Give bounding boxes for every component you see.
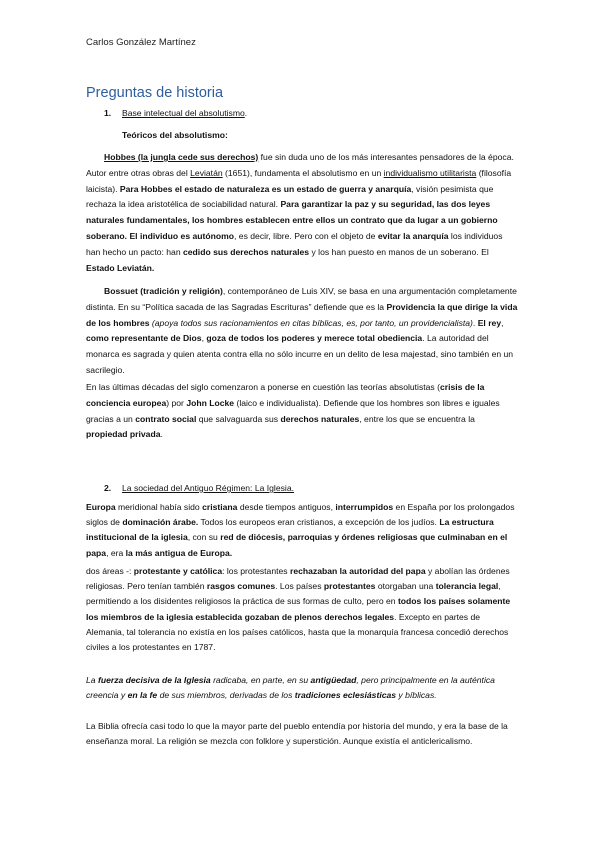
text-run: tradiciones eclesiásticas [294, 690, 397, 701]
hobbes-name: Hobbes (la jungla cede sus derechos) [104, 152, 259, 162]
text-run: red de diócesis, parroquias y órdenes religiosas que culminaban en el papa [86, 532, 508, 558]
text-run: . [160, 429, 163, 440]
text-run: Para garantizar la paz y su seguridad, las dos leyes naturales fundamentales, los hombres establecen entre ellos un contrato que da lugar a un gobierno soberano. El individuo es autónomo [86, 199, 498, 241]
text-run: En las últimas décadas del siglo comenzaron a ponerse en cuestión las teorías absolutistas ( [86, 382, 440, 392]
text-run: en la fe [127, 690, 158, 701]
text-run: El rey [477, 317, 502, 328]
paragraph-dos-areas [86, 564, 518, 655]
text-run: la más antigua de Europa. [125, 547, 233, 558]
bossuet-name: Bossuet (tradición y religión) [104, 286, 223, 296]
section-1-heading [122, 108, 247, 118]
text-run: . La autoridad del monarca es sagrada y quien atenta contra ella no sólo incurre en un delito de lesa majestad, sino también en un sacrilegio. [86, 333, 514, 375]
text-run: , pero principalmente en la auténtica creencia y [86, 675, 495, 701]
section-2-title: La sociedad del Antiguo Régimen: La Iglesia. [122, 483, 294, 493]
text-run: (laico e individualista). Defiende que los hombres son libres e iguales gracias a un [86, 397, 500, 424]
text-run: los individuos han hecho un pacto: han [86, 230, 503, 257]
text-run: Providencia la que dirige la vida de los hombres [86, 301, 518, 328]
text-run: rechazaban la autoridad del papa [289, 566, 426, 576]
text-run: , permitiendo a los disidentes religiosos la práctica de sus formas de culto, pero en [86, 581, 501, 607]
text-run: , es decir, libre. Pero con el objeto de [234, 230, 378, 241]
text-run: rasgos comunes [206, 581, 276, 592]
text-run: dos áreas -: [86, 566, 134, 576]
text-run: todos los países solamente los miembros de la iglesia establecida gozaban de plenos derechos legales [86, 596, 511, 622]
text-run: protestantes [323, 581, 376, 592]
text-run: : los protestantes [222, 566, 290, 576]
text-run: fue sin duda uno de los más interesantes pensadores de la época. Autor entre otras obras del [86, 152, 514, 178]
text-run: Estado Leviatán. [86, 262, 155, 273]
text-run: derechos naturales [280, 413, 360, 424]
text-run: crisis de la conciencia europea [86, 382, 485, 408]
text-run: ) por [166, 397, 187, 408]
text-run: , entre los que se encuentra la [359, 413, 475, 424]
text-run: , era [106, 547, 126, 558]
text-run: Todos los europeos eran cristianos, a excepción de los judíos. [198, 517, 440, 528]
text-run: y los han puesto en manos de un soberano. El [309, 246, 489, 257]
text-run: . Los países [275, 581, 324, 592]
text-run: otorgaban una [375, 581, 436, 592]
leviatan-ref: Leviatán [190, 167, 223, 178]
text-run: , [201, 333, 207, 344]
text-run: desde tiempos antiguos, [237, 502, 336, 512]
section-2-number: 2. [104, 483, 112, 493]
document-title: Preguntas de historia [86, 85, 224, 101]
text-run: cristiana [202, 502, 238, 512]
text-run: . [472, 317, 478, 328]
text-run: individualismo utilitarista [383, 167, 477, 178]
text-run: La Biblia ofrecía casi todo lo que la mayor parte del pueblo entendía por historia del mundo, y era la base de la enseñanza moral. La religión se mezcla con folklore y superstición. Aunque existía el anticlericalismo. [86, 721, 508, 747]
page-header-author: Carlos González Martínez [86, 37, 196, 48]
paragraph-locke [86, 380, 518, 443]
text-run: La estructura institucional de la iglesia [86, 517, 494, 543]
paragraph-bossuet [86, 284, 518, 379]
text-run: Europa [86, 502, 116, 512]
text-run: antigüedad [310, 675, 357, 685]
text-run: evitar la anarquía [377, 230, 449, 241]
text-run: en España por los prolongados siglos de [86, 502, 515, 528]
text-run: fuerza decisiva de la Iglesia [97, 675, 211, 685]
text-run: interrumpidos [335, 502, 394, 512]
text-run: , con su [187, 532, 221, 543]
text-run: y abolían las órdenes religiosas. Pero tenían también [86, 566, 510, 592]
text-run: meridional había sido [115, 502, 203, 512]
text-run: , [501, 317, 504, 328]
section-1-title-end: . [244, 108, 248, 118]
section-1-number: 1. [104, 108, 112, 118]
text-run: La [86, 675, 98, 685]
text-run: de sus miembros, derivadas de los [157, 690, 295, 701]
text-run: cedido sus derechos naturales [183, 246, 310, 257]
paragraph-fuerza-iglesia [86, 673, 518, 703]
text-run: (1651), fundamenta el absolutismo en un [222, 167, 384, 178]
text-run: dominación árabe. [122, 517, 199, 528]
text-run: contrato social [135, 413, 197, 424]
text-run: Para Hobbes el estado de naturaleza es un estado de guerra y anarquía [119, 183, 412, 194]
paragraph-europa [86, 500, 518, 561]
section-1-subtitle: Teóricos del absolutismo: [122, 130, 228, 140]
text-run: (apoya todos sus racionamientos en citas bíblicas, es, por tanto, un providencialista) [151, 317, 473, 328]
text-run: goza de todos los poderes y merece total obediencia [206, 333, 423, 344]
text-run: protestante y católica [133, 566, 223, 576]
text-run: , contemporáneo de Luis XIV, se basa en una argumentación completamente distinta. En su “Política sacada de las Sagradas Escrituras” defiende que es la [86, 286, 517, 312]
paragraph-hobbes [86, 150, 518, 276]
text-run: , visión pesimista que rechaza la idea aristotélica de sociabilidad natural. [86, 183, 494, 210]
text-run: John Locke [186, 397, 235, 408]
text-run: (filosofía laicista). [86, 167, 512, 194]
text-run: tolerancia legal [435, 581, 499, 592]
text-run: que salvaguarda sus [196, 413, 281, 424]
text-run: como representante de Dios [86, 333, 202, 344]
text-run: . Excepto en partes de Alemania, tal tolerancia no existía en los países católicos, hasta que la monarquía francesa concedió derechos civiles a los protestantes en 1787. [86, 611, 509, 653]
text-run: y bíblicas. [396, 690, 437, 701]
text-run: propiedad privada [86, 429, 161, 440]
paragraph-biblia [86, 719, 518, 749]
text-run: radicaba, en parte, en su [210, 675, 311, 685]
section-1-title: Base intelectual del absolutismo [122, 108, 245, 118]
